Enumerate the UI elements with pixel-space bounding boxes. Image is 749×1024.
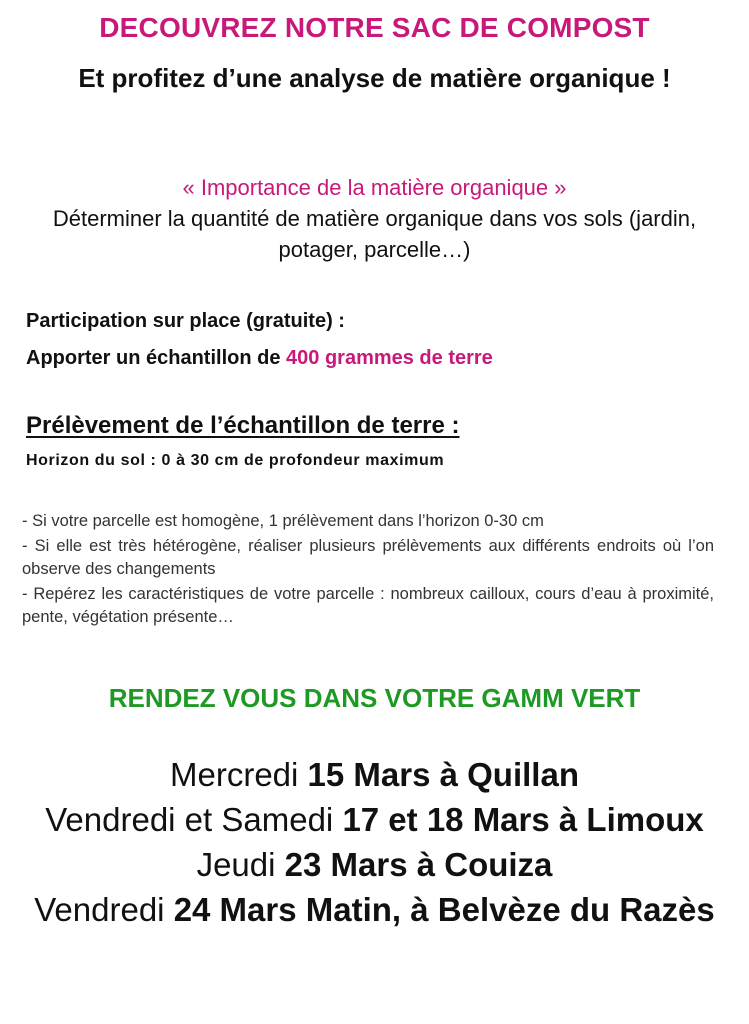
bullet-item: - Si votre parcelle est homogène, 1 prélèvement dans l’horizon 0-30 cm [22, 512, 544, 530]
page-subtitle: Et profitez d’une analyse de matière organique ! [78, 63, 671, 93]
participation-section [26, 303, 726, 377]
participation-line-1: Participation sur place (gratuite) : [26, 310, 345, 332]
date-item [20, 842, 729, 887]
prelevement-heading: Prélèvement de l’échantillon de terre : [26, 412, 460, 439]
participation-highlight: 400 grammes de terre [286, 347, 493, 369]
dates-list [20, 752, 729, 932]
prelevement-bullets [22, 510, 714, 631]
date-day: Vendredi et Samedi [45, 801, 343, 838]
page-title: DECOUVREZ NOTRE SAC DE COMPOST [99, 12, 650, 43]
date-item [20, 887, 729, 932]
bullet-item: - Si elle est très hétérogène, réaliser plusieurs prélèvements aux différents endroits où l’on observe des changements [22, 536, 714, 578]
participation-line-2 [26, 340, 726, 377]
participation-prefix: Apporter un échantillon de [26, 347, 287, 369]
rdv-heading: RENDEZ VOUS DANS VOTRE GAMM VERT [108, 683, 641, 713]
date-detail: 15 Mars à Quillan [307, 756, 579, 793]
date-day: Jeudi [196, 846, 285, 883]
date-item [20, 752, 729, 797]
horizon-text: Horizon du sol : 0 à 30 cm de profondeur maximum [26, 452, 445, 469]
date-day: Mercredi [170, 756, 308, 793]
date-detail: 24 Mars Matin, à Belvèze du Razès [173, 891, 715, 928]
date-detail: 23 Mars à Couiza [284, 846, 553, 883]
intro-section [20, 172, 729, 265]
date-day: Vendredi [34, 891, 174, 928]
date-detail: 17 et 18 Mars à Limoux [342, 801, 704, 838]
intro-text: Déterminer la quantité de matière organique dans vos sols (jardin, potager, parcelle…) [52, 206, 697, 262]
date-item [20, 797, 729, 842]
intro-heading: « Importance de la matière organique » [182, 175, 567, 200]
bullet-item: - Repérez les caractéristiques de votre parcelle : nombreux cailloux, cours d’eau à proximité, pente, végétation présente… [22, 584, 714, 626]
